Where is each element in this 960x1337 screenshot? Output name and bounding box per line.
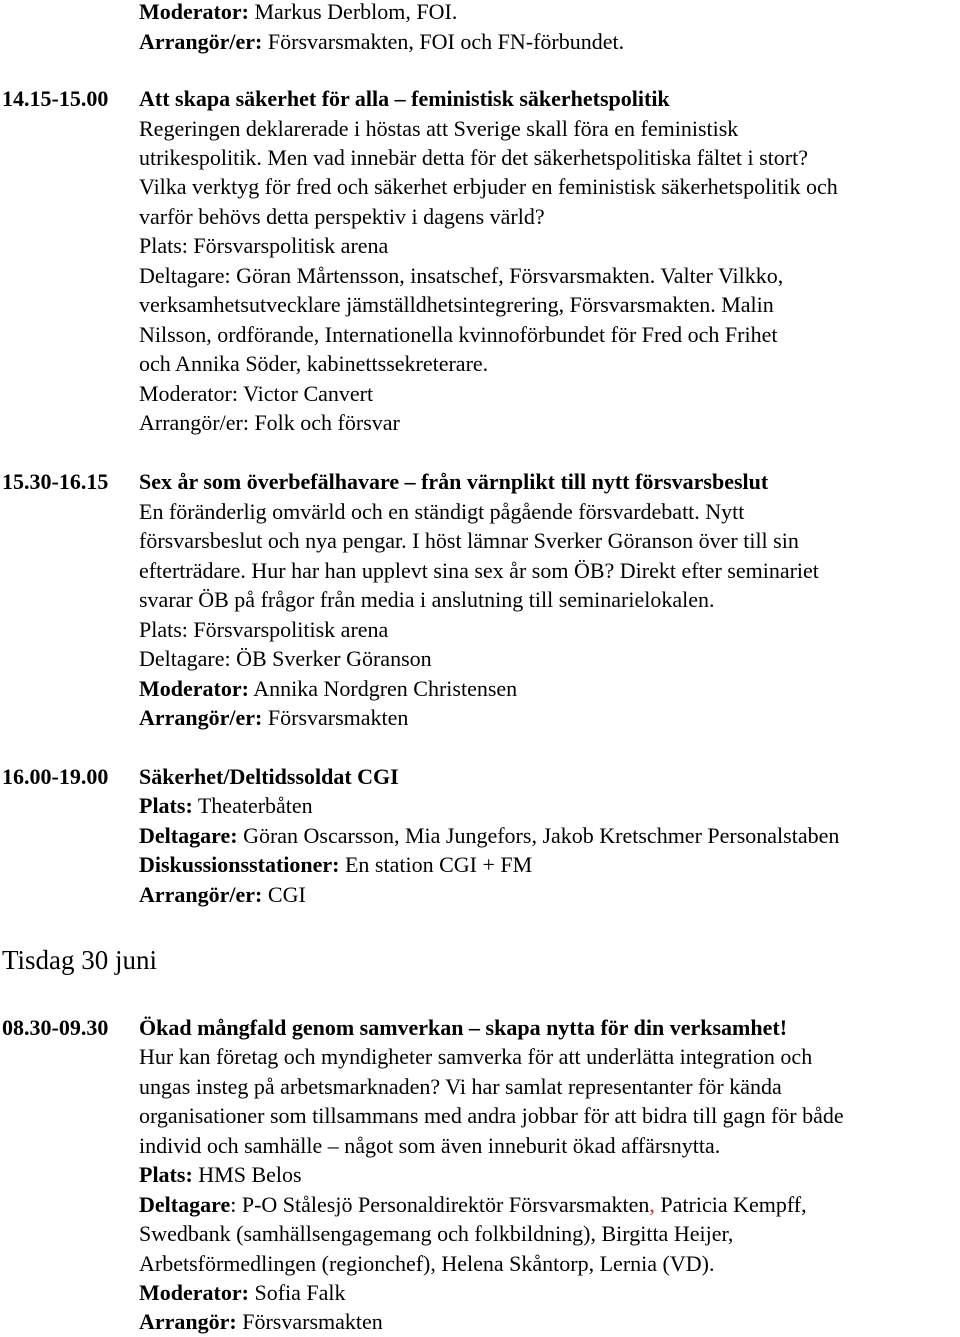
arrangor-value: Försvarsmakten, FOI och FN-förbundet. xyxy=(262,29,625,54)
arrangor-label: Arrangör/er: xyxy=(139,29,263,54)
session-diskussion xyxy=(139,850,532,880)
session-desc-line: svarar ÖB på frågor från media i anslutning till seminarielokalen. xyxy=(139,587,715,612)
moderator-value: Annika Nordgren Christensen xyxy=(248,676,518,701)
deltagare-label: Deltagare xyxy=(139,1192,231,1217)
moderator-value: Markus Derblom, FOI. xyxy=(248,0,458,24)
session-moderator xyxy=(139,1278,346,1308)
session-arrangor xyxy=(139,880,306,910)
deltagare-value: : P-O Stålesjö Personaldirektör Försvarsmakten xyxy=(230,1192,650,1217)
session-time: 08.30-09.30 xyxy=(2,1015,109,1040)
session-desc-line: försvarsbeslut och nya pengar. I höst lämnar Sverker Göranson över till sin xyxy=(139,528,799,553)
moderator-value: Sofia Falk xyxy=(248,1280,346,1305)
session-desc-line: Vilka verktyg för fred och säkerhet erbjuder en feministisk säkerhetspolitik och xyxy=(139,174,838,199)
session-time: 16.00-19.00 xyxy=(2,764,109,789)
session-desc-line: ungas insteg på arbetsmarknaden? Vi har samlat representanter för kända xyxy=(139,1074,782,1099)
arrangor-value: Försvarsmakten xyxy=(262,705,409,730)
moderator-label: Moderator: xyxy=(139,676,249,701)
session-deltagare xyxy=(139,821,839,851)
plats-label: Plats: xyxy=(139,793,193,818)
session-time: 14.15-15.00 xyxy=(2,86,109,111)
diskussion-label: Diskussionsstationer: xyxy=(139,852,340,877)
session-arrangor: Arrangör/er: Folk och försvar xyxy=(139,410,400,435)
session-deltagare-line xyxy=(139,1190,807,1220)
arrangor-label: Arrangör/er: xyxy=(139,882,263,907)
session-time: 15.30-16.15 xyxy=(2,469,109,494)
red-comma: , xyxy=(649,1192,655,1217)
session-arrangor xyxy=(139,1307,383,1337)
session-deltagare-line: Arbetsförmedlingen (regionchef), Helena Skåntorp, Lernia (VD). xyxy=(139,1251,715,1276)
session-desc-line: efterträdare. Hur har han upplevt sina sex år som ÖB? Direkt efter seminariet xyxy=(139,558,819,583)
session-plats: Plats: Försvarspolitisk arena xyxy=(139,233,389,258)
day-heading: Tisdag 30 juni xyxy=(2,945,158,975)
session-plats xyxy=(139,1160,302,1190)
session-desc-line: En föränderlig omvärld och en ständigt pågående försvardebatt. Nytt xyxy=(139,499,745,524)
session-title: Säkerhet/Deltidssoldat CGI xyxy=(139,764,399,789)
deltagare-value-cont: Patricia Kempff, xyxy=(654,1192,807,1217)
top-arrangor xyxy=(139,27,624,57)
session-deltagare-line: verksamhetsutvecklare jämställdhetsintegrering, Försvarsmakten. Malin xyxy=(139,292,774,317)
session-desc-line: Hur kan företag och myndigheter samverka för att underlätta integration och xyxy=(139,1044,813,1069)
arrangor-label: Arrangör/er: xyxy=(139,705,263,730)
session-deltagare-line: Deltagare: Göran Mårtensson, insatschef, Försvarsmakten. Valter Vilkko, xyxy=(139,263,784,288)
session-title: Att skapa säkerhet för alla – feministisk säkerhetspolitik xyxy=(139,86,670,111)
plats-value: Theaterbåten xyxy=(192,793,313,818)
session-moderator xyxy=(139,674,517,704)
arrangor-value: CGI xyxy=(262,882,306,907)
session-moderator: Moderator: Victor Canvert xyxy=(139,381,374,406)
session-desc-line: varför behövs detta perspektiv i dagens värld? xyxy=(139,204,545,229)
moderator-label: Moderator: xyxy=(139,0,249,24)
plats-value: HMS Belos xyxy=(192,1162,302,1187)
session-desc-line: utrikespolitik. Men vad innebär detta för det säkerhetspolitiska fältet i stort? xyxy=(139,145,808,170)
arrangor-label: Arrangör: xyxy=(139,1309,237,1334)
session-deltagare-line: Nilsson, ordförande, Internationella kvinnoförbundet för Fred och Frihet xyxy=(139,322,778,347)
session-arrangor xyxy=(139,703,408,733)
top-moderator xyxy=(139,0,457,27)
session-desc-line: organisationer som tillsammans med andra jobbar för att bidra till gagn för både xyxy=(139,1103,844,1128)
session-deltagare-line: och Annika Söder, kabinettssekreterare. xyxy=(139,351,489,376)
session-plats: Plats: Försvarspolitisk arena xyxy=(139,617,389,642)
session-title: Sex år som överbefälhavare – från värnplikt till nytt försvarsbeslut xyxy=(139,469,769,494)
diskussion-value: En station CGI + FM xyxy=(339,852,533,877)
session-deltagare-line: Swedbank (samhällsengagemang och folkbildning), Birgitta Heijer, xyxy=(139,1221,734,1246)
session-deltagare: Deltagare: ÖB Sverker Göranson xyxy=(139,646,432,671)
moderator-label: Moderator: xyxy=(139,1280,249,1305)
session-title: Ökad mångfald genom samverkan – skapa nytta för din verksamhet! xyxy=(139,1015,788,1040)
session-desc-line: individ och samhälle – något som även inneburit ökad affärsnytta. xyxy=(139,1133,721,1158)
plats-label: Plats: xyxy=(139,1162,193,1187)
deltagare-label: Deltagare: xyxy=(139,823,238,848)
session-plats xyxy=(139,791,313,821)
deltagare-value: Göran Oscarsson, Mia Jungefors, Jakob Kretschmer Personalstaben xyxy=(237,823,840,848)
session-desc-line: Regeringen deklarerade i höstas att Sverige skall föra en feministisk xyxy=(139,116,739,141)
arrangor-value: Försvarsmakten xyxy=(236,1309,383,1334)
